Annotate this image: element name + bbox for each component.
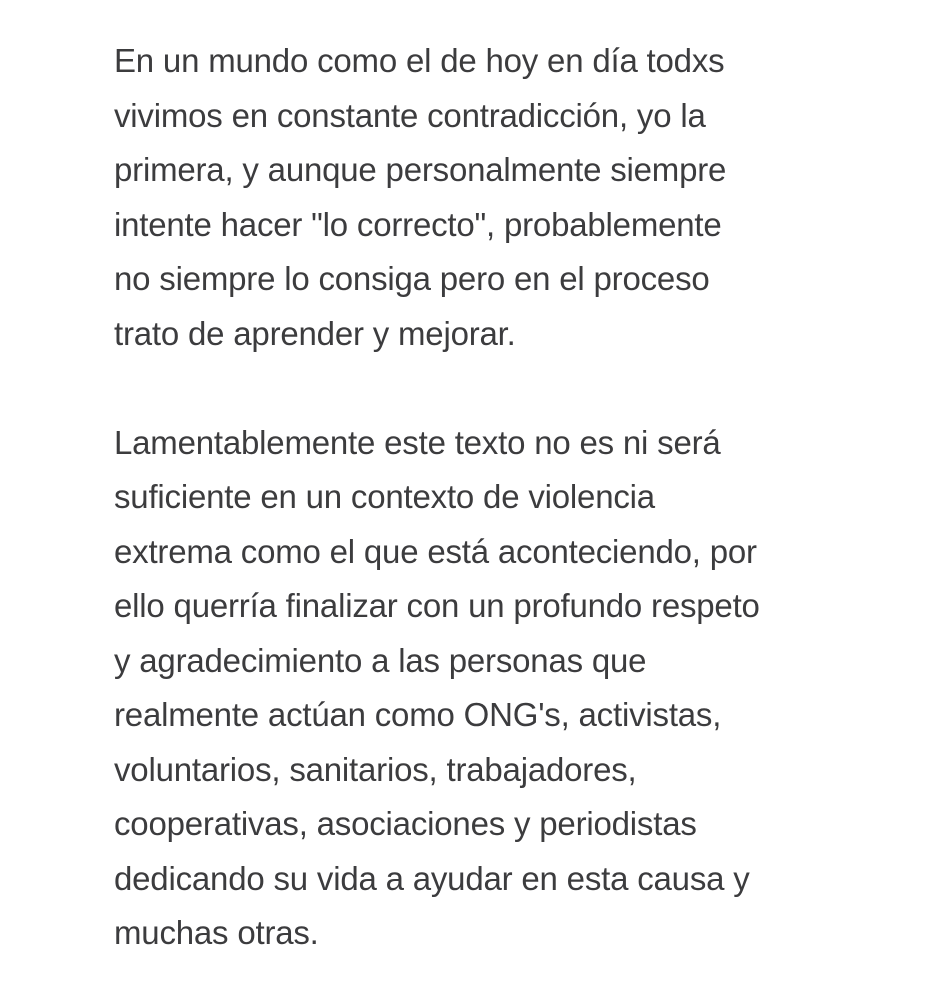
text-line: ello querría finalizar con un profundo respeto: [114, 587, 760, 624]
text-line: suficiente en un contexto de violencia: [114, 478, 655, 515]
text-line: vivimos en constante contradicción, yo la: [114, 96, 706, 134]
text-line: y agradecimiento a las personas que: [114, 641, 647, 679]
text-line: trato de aprender y mejorar.: [114, 314, 516, 352]
text-line: intente hacer "lo correcto", probablemente: [114, 205, 722, 243]
paragraph-intro: [114, 34, 904, 361]
text-line: dedicando su vida a ayudar en esta causa y: [114, 859, 750, 897]
text-line: no siempre lo consiga pero en el proceso: [114, 260, 710, 297]
text-line: extrema como el que está aconteciendo, por: [114, 532, 757, 570]
text-line: voluntarios, sanitarios, trabajadores,: [114, 750, 637, 788]
paragraph-spacer: [114, 361, 904, 416]
text-line: realmente actúan como ONG's, activistas,: [114, 696, 722, 733]
paragraph-closing: [114, 416, 904, 961]
text-line: muchas otras.: [114, 914, 319, 951]
text-line: Lamentablemente este texto no es ni será: [114, 423, 721, 461]
text-line: primera, y aunque personalmente siempre: [114, 151, 727, 188]
text-line: cooperativas, asociaciones y periodistas: [114, 805, 697, 842]
text-line: En un mundo como el de hoy en día todxs: [114, 42, 725, 79]
